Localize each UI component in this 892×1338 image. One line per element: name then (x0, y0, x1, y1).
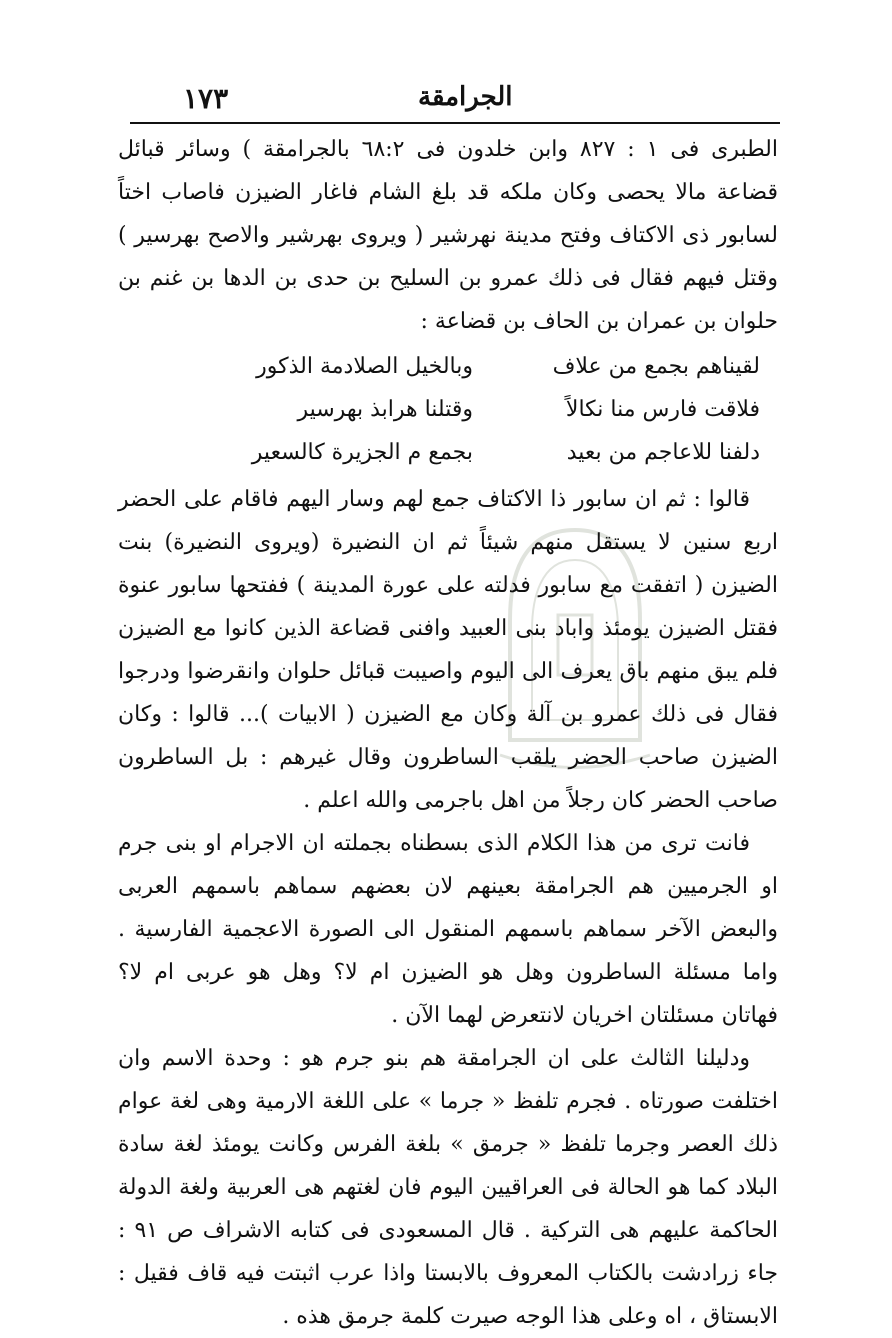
poem-hemistich-first: فلاقت فارس منا نكالاً (565, 397, 760, 422)
poem-hemistich-second: وبالخيل الصلادمة الذكور (256, 354, 473, 379)
poem-line (118, 388, 778, 431)
header-rule (130, 122, 780, 124)
page-header (128, 80, 778, 120)
poem-hemistich-second: بجمع م الجزيرة كالسعير (251, 440, 473, 465)
poem (118, 345, 778, 474)
paragraph-conclusion-names: فانت ترى من هذا الكلام الذى بسطناه بجملته ان الاجرام او بنى جرم او الجرميين هم الجرامقة بعينهم لان بعضهم سماهم باسمهم العربى والبعض الآخر سماهم باسمهم المنقول الى الصورة الاعجمية الفارسية . واما مسئلة الساطرون وهل هو الضيزن ام لا؟ وهل هو عربى ام لا؟ فهاتان مسئلتان اخريان لانتعرض لهما الآن . (118, 831, 778, 1028)
poem-hemistich-second: وقتلنا هرابذ بهرسير (297, 397, 473, 422)
paragraph-third-evidence: ودليلنا الثالث على ان الجرامقة هم بنو جرم هو : وحدة الاسم وان اختلفت صورتاه . فجرم تلفظ « جرما » على اللغة الارمية وهى لغة عوام ذلك العصر وجرما تلفظ « جرمق » بلغة الفرس وكانت يومئذ لغة سادة البلاد كما هو الحالة فى العراقيين اليوم فان لغتهم هى العربية ولغة الدولة الحاكمة عليهم هى التركية . قال المسعودى فى كتابه الاشراف ص ٩١ : جاء زرادشت بالكتاب المعروف بالابستا واذا عرب اثبتت فيه قاف فقيل : الابستاق ، اه وعلى هذا الوجه صيرت كلمة جرمق هذه . (118, 1046, 778, 1329)
running-title: الجرامقة (418, 82, 513, 112)
poem-hemistich-first: دلفنا للاعاجم من بعيد (566, 440, 760, 465)
paragraph-opening: الطبرى فى ١ : ٨٢٧ وابن خلدون فى ٦٨:٢ بالجرامقة ) وسائر قبائل قضاعة مالا يحصى وكان ملكه قد بلغ الشام فاغار الضيزن فاصاب اختاً لسابور ذى الاكتاف وفتح مدينة نهرشير ( ويروى بهرشير والاصح بهرسير ) وقتل فيهم فقال فى ذلك عمرو بن السليح بن حدى بن الدها بن غنم بن حلوان بن عمران بن الحاف بن قضاعة : (118, 137, 778, 334)
paragraph-sabur-siege: قالوا : ثم ان سابور ذا الاكتاف جمع لهم وسار اليهم فاقام على الحضر اربع سنين لا يستقل منهم شيئاً ثم ان النضيرة (ويروى النضيرة) بنت الضيزن ( اتفقت مع سابور فدلته على عورة المدينة ) ففتحها سابور عنوة فقتل الضيزن يومئذ واباد بنى العبيد وافنى قضاعة الذين كانوا مع الضيزن فلم يبق منهم باق يعرف الى اليوم واصيبت قبائل حلوان وانقرضوا ودرجوا فقال فى ذلك عمرو بن آلة وكان مع الضيزن ( الابيات )... قالوا : وكان الضيزن صاحب الحضر يلقب الساطرون وقال غيرهم : بل الساطرون صاحب الحضر كان رجلاً من اهل باجرمى والله اعلم . (118, 487, 778, 813)
poem-line (118, 345, 778, 388)
poem-line (118, 431, 778, 474)
poem-hemistich-first: لقيناهم بجمع من علاف (552, 354, 760, 379)
page-number: ١٧٣ (183, 82, 229, 115)
main-text (118, 128, 778, 1338)
